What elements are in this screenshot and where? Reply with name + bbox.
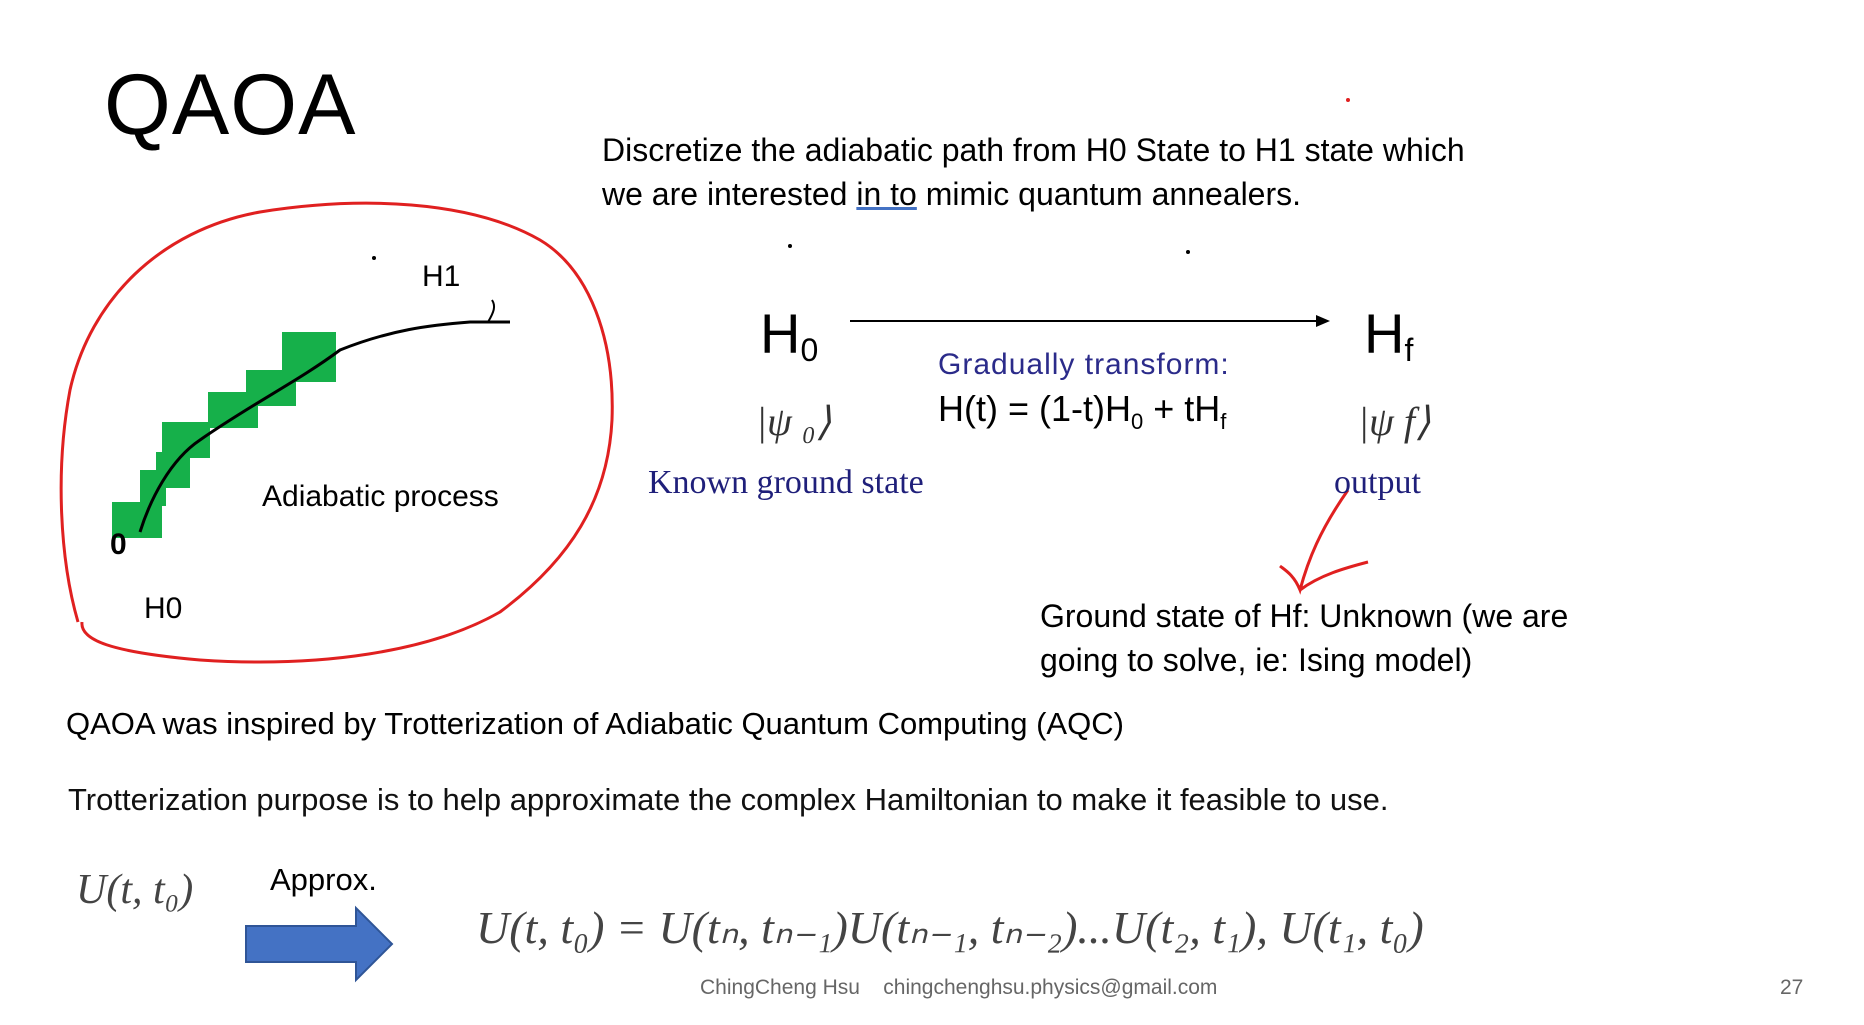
trotterization-text: Trotterization purpose is to help approximate the complex Hamiltonian to make it feasible to use. bbox=[68, 782, 1389, 817]
known-ground-state-label: Known ground state bbox=[648, 464, 924, 501]
inspired-text: QAOA was inspired by Trotterization of Adiabatic Quantum Computing (AQC) bbox=[66, 706, 1124, 741]
ket-psi-f: |ψ f⟩ bbox=[1358, 399, 1431, 444]
page-number: 27 bbox=[1780, 976, 1804, 999]
transform-arrow-head bbox=[1316, 315, 1330, 327]
h0-symbol bbox=[760, 302, 819, 368]
gradually-transform-label: Gradually transform: bbox=[938, 348, 1230, 381]
ket-psi-0: |ψ ₀⟩ bbox=[756, 399, 832, 444]
approx-label: Approx. bbox=[270, 862, 377, 897]
intro-text-underlined: in to bbox=[856, 176, 917, 212]
h0-label: H0 bbox=[144, 592, 183, 625]
red-check-annotation bbox=[1280, 490, 1368, 590]
h0-subscript: 0 bbox=[800, 332, 819, 368]
unitary-label: U(t, t₀) bbox=[76, 867, 194, 913]
hf-symbol bbox=[1364, 302, 1414, 368]
diagram-dot-right bbox=[1186, 250, 1190, 254]
approx-arrow bbox=[246, 908, 392, 980]
formula-sub-b: f bbox=[1220, 409, 1227, 435]
adiabatic-process-label: Adiabatic process bbox=[262, 480, 499, 513]
intro-text-end: mimic quantum annealers. bbox=[916, 176, 1302, 212]
output-label: output bbox=[1334, 464, 1421, 501]
ground-state-line-1: Ground state of Hf: Unknown (we are bbox=[1040, 598, 1569, 634]
formula-sub-a: 0 bbox=[1131, 409, 1144, 435]
path-end-hook bbox=[488, 300, 494, 322]
red-dot bbox=[1346, 98, 1350, 102]
diagram-dot-left bbox=[788, 244, 792, 248]
formula-part-a: H(t) = (1-t)H bbox=[938, 388, 1131, 429]
slide-title: QAOA bbox=[104, 57, 357, 153]
start-mark: 0 bbox=[110, 528, 127, 561]
hf-base: H bbox=[1364, 302, 1405, 365]
footer-author: ChingCheng Hsu chingchenghsu.physics@gmail.com bbox=[700, 976, 1218, 999]
h0-base: H bbox=[760, 302, 801, 365]
ground-state-text bbox=[1040, 594, 1660, 682]
trotter-equation: U(t, t₀) = U(tₙ, tₙ₋₁)U(tₙ₋₁, tₙ₋₂)...U(t₂, t₁), U(t₁, t₀) bbox=[476, 902, 1424, 953]
formula-part-b: + tH bbox=[1143, 388, 1221, 429]
intro-text-start: Discretize the adiabatic path from H0 State to H1 state which we are interested bbox=[602, 132, 1465, 212]
hamiltonian-formula bbox=[938, 388, 1226, 435]
h1-label: H1 bbox=[422, 260, 461, 293]
hf-subscript: f bbox=[1404, 332, 1414, 368]
sketch-dot bbox=[372, 256, 376, 260]
ground-state-line-2: going to solve, ie: Ising model) bbox=[1040, 642, 1473, 678]
